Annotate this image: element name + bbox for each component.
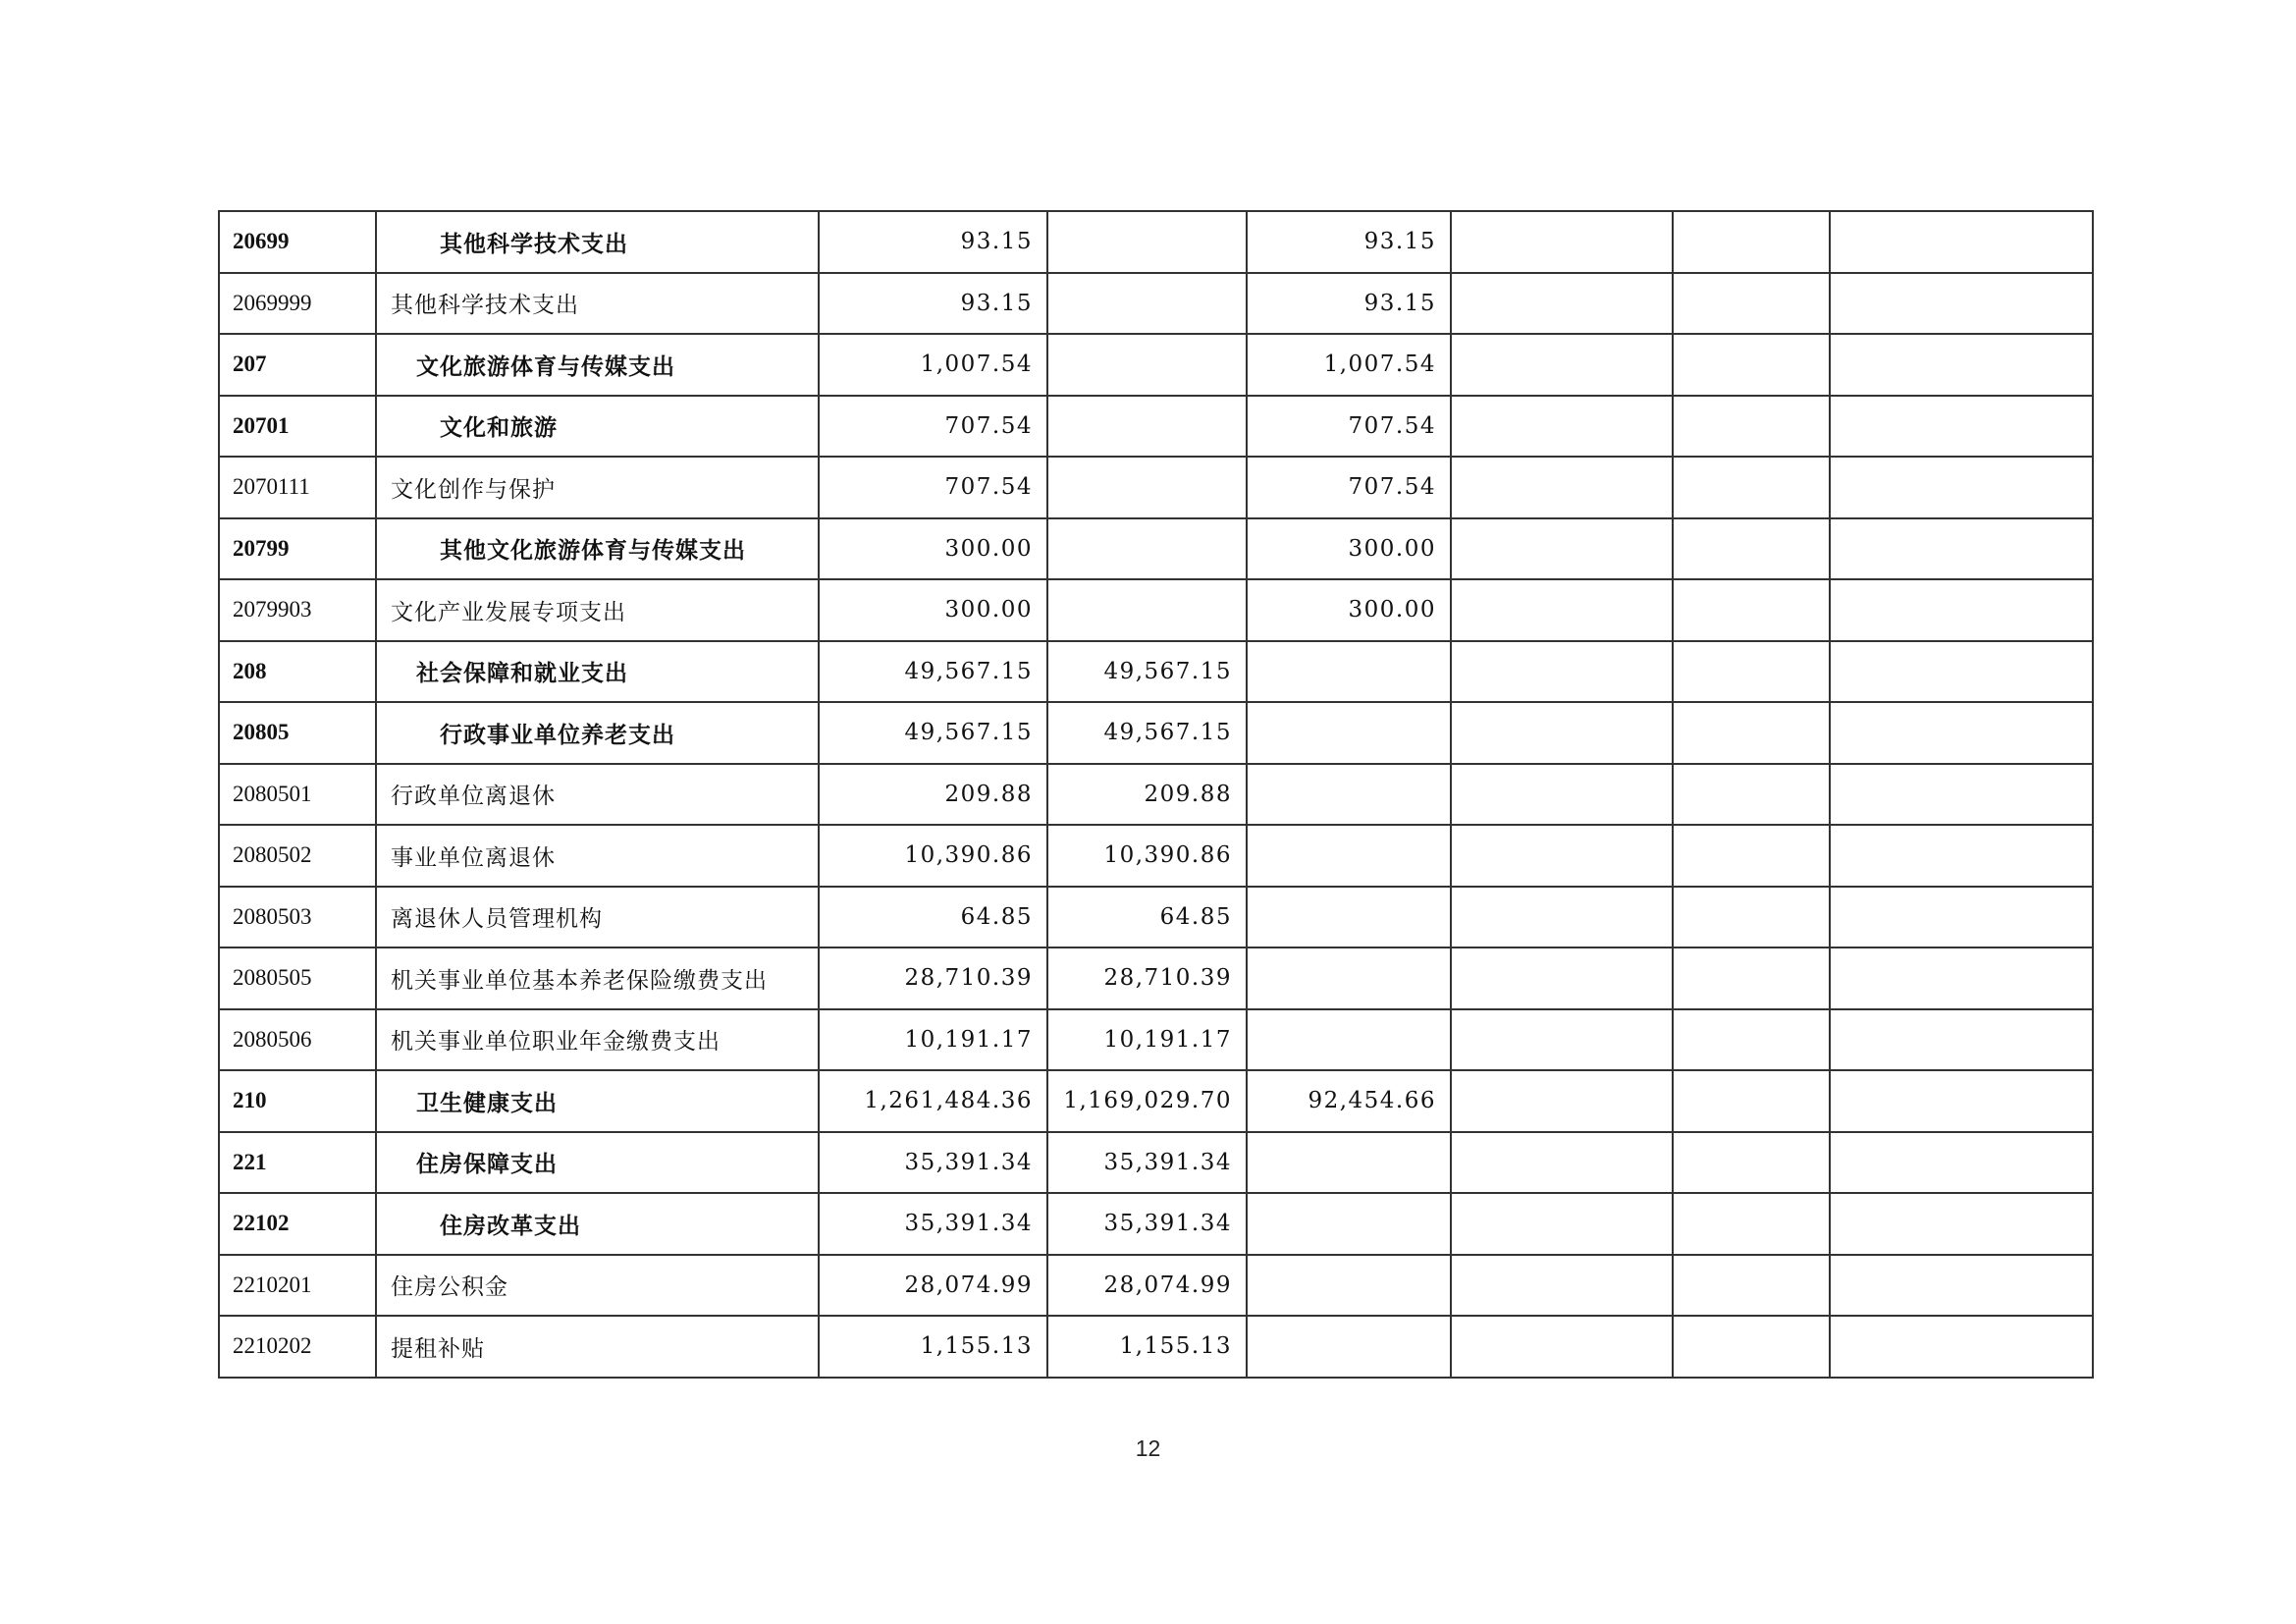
- cell-empty-col-6: [1451, 947, 1673, 1009]
- cell-empty-col-7: [1673, 1132, 1830, 1194]
- table-row: [219, 764, 2093, 826]
- cell-empty-col-6: [1451, 1070, 1673, 1132]
- cell-empty-col-6: [1451, 1009, 1673, 1071]
- cell-subject-name: 住房保障支出: [376, 1132, 819, 1194]
- cell-total: 1,155.13: [819, 1316, 1047, 1378]
- cell-empty-col-8: [1830, 579, 2093, 641]
- table-row: [219, 457, 2093, 518]
- budget-expenditure-table: [218, 210, 2094, 1379]
- cell-total: 93.15: [819, 211, 1047, 273]
- table-row: [219, 1255, 2093, 1317]
- cell-empty-col-8: [1830, 764, 2093, 826]
- cell-total: 1,007.54: [819, 334, 1047, 396]
- cell-subject-name: 住房公积金: [376, 1255, 819, 1317]
- table-row: [219, 518, 2093, 580]
- cell-total: 707.54: [819, 457, 1047, 518]
- cell-total: 35,391.34: [819, 1132, 1047, 1194]
- cell-project-expenditure: [1247, 1009, 1451, 1071]
- cell-basic-expenditure: 1,155.13: [1047, 1316, 1247, 1378]
- cell-empty-col-8: [1830, 396, 2093, 458]
- cell-basic-expenditure: 35,391.34: [1047, 1193, 1247, 1255]
- cell-subject-code: 2080506: [219, 1009, 376, 1071]
- cell-empty-col-7: [1673, 702, 1830, 764]
- cell-subject-name: 提租补贴: [376, 1316, 819, 1378]
- cell-subject-name: 其他科学技术支出: [376, 273, 819, 335]
- cell-project-expenditure: 707.54: [1247, 396, 1451, 458]
- cell-subject-code: 210: [219, 1070, 376, 1132]
- cell-subject-code: 20701: [219, 396, 376, 458]
- cell-project-expenditure: [1247, 641, 1451, 703]
- cell-total: 49,567.15: [819, 641, 1047, 703]
- cell-subject-code: 2080505: [219, 947, 376, 1009]
- cell-project-expenditure: 300.00: [1247, 579, 1451, 641]
- cell-subject-code: 20699: [219, 211, 376, 273]
- cell-subject-code: 22102: [219, 1193, 376, 1255]
- cell-empty-col-7: [1673, 334, 1830, 396]
- cell-total: 35,391.34: [819, 1193, 1047, 1255]
- table-row: [219, 1070, 2093, 1132]
- cell-subject-name: 事业单位离退休: [376, 825, 819, 887]
- cell-project-expenditure: [1247, 702, 1451, 764]
- cell-empty-col-6: [1451, 887, 1673, 948]
- cell-subject-name: 文化创作与保护: [376, 457, 819, 518]
- cell-empty-col-6: [1451, 764, 1673, 826]
- cell-subject-code: 2079903: [219, 579, 376, 641]
- cell-project-expenditure: 92,454.66: [1247, 1070, 1451, 1132]
- cell-subject-code: 20805: [219, 702, 376, 764]
- cell-basic-expenditure: 35,391.34: [1047, 1132, 1247, 1194]
- cell-project-expenditure: 707.54: [1247, 457, 1451, 518]
- page-number: 12: [1135, 1435, 1161, 1461]
- cell-total: 10,191.17: [819, 1009, 1047, 1071]
- cell-empty-col-6: [1451, 334, 1673, 396]
- table-row: [219, 1193, 2093, 1255]
- table-row: [219, 273, 2093, 335]
- table-row: [219, 702, 2093, 764]
- cell-subject-name: 文化产业发展专项支出: [376, 579, 819, 641]
- cell-subject-code: 207: [219, 334, 376, 396]
- cell-empty-col-7: [1673, 764, 1830, 826]
- cell-total: 10,390.86: [819, 825, 1047, 887]
- cell-empty-col-6: [1451, 211, 1673, 273]
- cell-project-expenditure: [1247, 825, 1451, 887]
- cell-basic-expenditure: 10,390.86: [1047, 825, 1247, 887]
- cell-subject-name: 行政单位离退休: [376, 764, 819, 826]
- cell-project-expenditure: 1,007.54: [1247, 334, 1451, 396]
- cell-total: 300.00: [819, 518, 1047, 580]
- cell-subject-code: 2070111: [219, 457, 376, 518]
- cell-basic-expenditure: 64.85: [1047, 887, 1247, 948]
- cell-total: 93.15: [819, 273, 1047, 335]
- cell-empty-col-6: [1451, 457, 1673, 518]
- cell-empty-col-8: [1830, 334, 2093, 396]
- cell-total: 1,261,484.36: [819, 1070, 1047, 1132]
- cell-empty-col-6: [1451, 641, 1673, 703]
- cell-subject-name: 行政事业单位养老支出: [376, 702, 819, 764]
- cell-empty-col-7: [1673, 1255, 1830, 1317]
- cell-total: 707.54: [819, 396, 1047, 458]
- cell-empty-col-7: [1673, 273, 1830, 335]
- cell-empty-col-7: [1673, 579, 1830, 641]
- table-row: [219, 334, 2093, 396]
- cell-empty-col-6: [1451, 825, 1673, 887]
- cell-total: 49,567.15: [819, 702, 1047, 764]
- table-row: [219, 887, 2093, 948]
- cell-basic-expenditure: [1047, 518, 1247, 580]
- cell-subject-code: 2080501: [219, 764, 376, 826]
- cell-empty-col-8: [1830, 1193, 2093, 1255]
- cell-empty-col-8: [1830, 273, 2093, 335]
- cell-empty-col-8: [1830, 887, 2093, 948]
- cell-empty-col-8: [1830, 1009, 2093, 1071]
- cell-total: 64.85: [819, 887, 1047, 948]
- table-row: [219, 396, 2093, 458]
- cell-basic-expenditure: [1047, 334, 1247, 396]
- table-row: [219, 641, 2093, 703]
- cell-empty-col-8: [1830, 1132, 2093, 1194]
- cell-empty-col-8: [1830, 1255, 2093, 1317]
- cell-basic-expenditure: 28,710.39: [1047, 947, 1247, 1009]
- cell-empty-col-8: [1830, 825, 2093, 887]
- cell-subject-code: 2069999: [219, 273, 376, 335]
- table-row: [219, 947, 2093, 1009]
- cell-empty-col-6: [1451, 396, 1673, 458]
- cell-subject-name: 卫生健康支出: [376, 1070, 819, 1132]
- cell-total: 300.00: [819, 579, 1047, 641]
- cell-empty-col-7: [1673, 518, 1830, 580]
- cell-empty-col-8: [1830, 1316, 2093, 1378]
- cell-subject-name: 其他文化旅游体育与传媒支出: [376, 518, 819, 580]
- cell-empty-col-7: [1673, 1316, 1830, 1378]
- cell-empty-col-7: [1673, 457, 1830, 518]
- cell-basic-expenditure: 1,169,029.70: [1047, 1070, 1247, 1132]
- cell-empty-col-7: [1673, 1009, 1830, 1071]
- table-row: [219, 579, 2093, 641]
- table-row: [219, 211, 2093, 273]
- cell-empty-col-8: [1830, 702, 2093, 764]
- cell-empty-col-8: [1830, 947, 2093, 1009]
- cell-subject-code: 20799: [219, 518, 376, 580]
- cell-empty-col-8: [1830, 1070, 2093, 1132]
- cell-empty-col-6: [1451, 1316, 1673, 1378]
- cell-subject-name: 社会保障和就业支出: [376, 641, 819, 703]
- cell-subject-code: 2080503: [219, 887, 376, 948]
- cell-project-expenditure: [1247, 1193, 1451, 1255]
- cell-empty-col-7: [1673, 396, 1830, 458]
- cell-empty-col-6: [1451, 273, 1673, 335]
- cell-basic-expenditure: [1047, 457, 1247, 518]
- cell-project-expenditure: [1247, 947, 1451, 1009]
- cell-subject-name: 文化旅游体育与传媒支出: [376, 334, 819, 396]
- cell-subject-code: 2080502: [219, 825, 376, 887]
- cell-subject-name: 住房改革支出: [376, 1193, 819, 1255]
- cell-empty-col-6: [1451, 579, 1673, 641]
- cell-project-expenditure: 93.15: [1247, 273, 1451, 335]
- cell-total: 209.88: [819, 764, 1047, 826]
- cell-empty-col-8: [1830, 518, 2093, 580]
- cell-project-expenditure: [1247, 1132, 1451, 1194]
- table-body: [219, 211, 2093, 1378]
- cell-basic-expenditure: [1047, 396, 1247, 458]
- cell-basic-expenditure: 49,567.15: [1047, 702, 1247, 764]
- table-row: [219, 1316, 2093, 1378]
- cell-subject-name: 机关事业单位职业年金缴费支出: [376, 1009, 819, 1071]
- cell-subject-name: 其他科学技术支出: [376, 211, 819, 273]
- cell-project-expenditure: 93.15: [1247, 211, 1451, 273]
- cell-project-expenditure: [1247, 887, 1451, 948]
- cell-empty-col-6: [1451, 702, 1673, 764]
- cell-subject-code: 208: [219, 641, 376, 703]
- cell-empty-col-7: [1673, 887, 1830, 948]
- cell-basic-expenditure: [1047, 211, 1247, 273]
- cell-empty-col-7: [1673, 1070, 1830, 1132]
- cell-subject-name: 机关事业单位基本养老保险缴费支出: [376, 947, 819, 1009]
- cell-empty-col-7: [1673, 825, 1830, 887]
- cell-empty-col-8: [1830, 457, 2093, 518]
- cell-empty-col-7: [1673, 641, 1830, 703]
- cell-basic-expenditure: [1047, 273, 1247, 335]
- cell-empty-col-8: [1830, 641, 2093, 703]
- cell-subject-code: 2210201: [219, 1255, 376, 1317]
- cell-basic-expenditure: 28,074.99: [1047, 1255, 1247, 1317]
- cell-empty-col-7: [1673, 1193, 1830, 1255]
- table-row: [219, 825, 2093, 887]
- cell-total: 28,710.39: [819, 947, 1047, 1009]
- cell-empty-col-8: [1830, 211, 2093, 273]
- cell-empty-col-6: [1451, 518, 1673, 580]
- cell-total: 28,074.99: [819, 1255, 1047, 1317]
- cell-basic-expenditure: [1047, 579, 1247, 641]
- cell-basic-expenditure: 209.88: [1047, 764, 1247, 826]
- cell-project-expenditure: [1247, 1255, 1451, 1317]
- cell-subject-name: 离退休人员管理机构: [376, 887, 819, 948]
- cell-subject-code: 2210202: [219, 1316, 376, 1378]
- cell-basic-expenditure: 49,567.15: [1047, 641, 1247, 703]
- cell-project-expenditure: [1247, 764, 1451, 826]
- table-row: [219, 1132, 2093, 1194]
- cell-subject-code: 221: [219, 1132, 376, 1194]
- cell-project-expenditure: [1247, 1316, 1451, 1378]
- cell-empty-col-7: [1673, 211, 1830, 273]
- table-row: [219, 1009, 2093, 1071]
- cell-subject-name: 文化和旅游: [376, 396, 819, 458]
- cell-empty-col-6: [1451, 1132, 1673, 1194]
- cell-project-expenditure: 300.00: [1247, 518, 1451, 580]
- cell-empty-col-6: [1451, 1193, 1673, 1255]
- cell-basic-expenditure: 10,191.17: [1047, 1009, 1247, 1071]
- cell-empty-col-6: [1451, 1255, 1673, 1317]
- cell-empty-col-7: [1673, 947, 1830, 1009]
